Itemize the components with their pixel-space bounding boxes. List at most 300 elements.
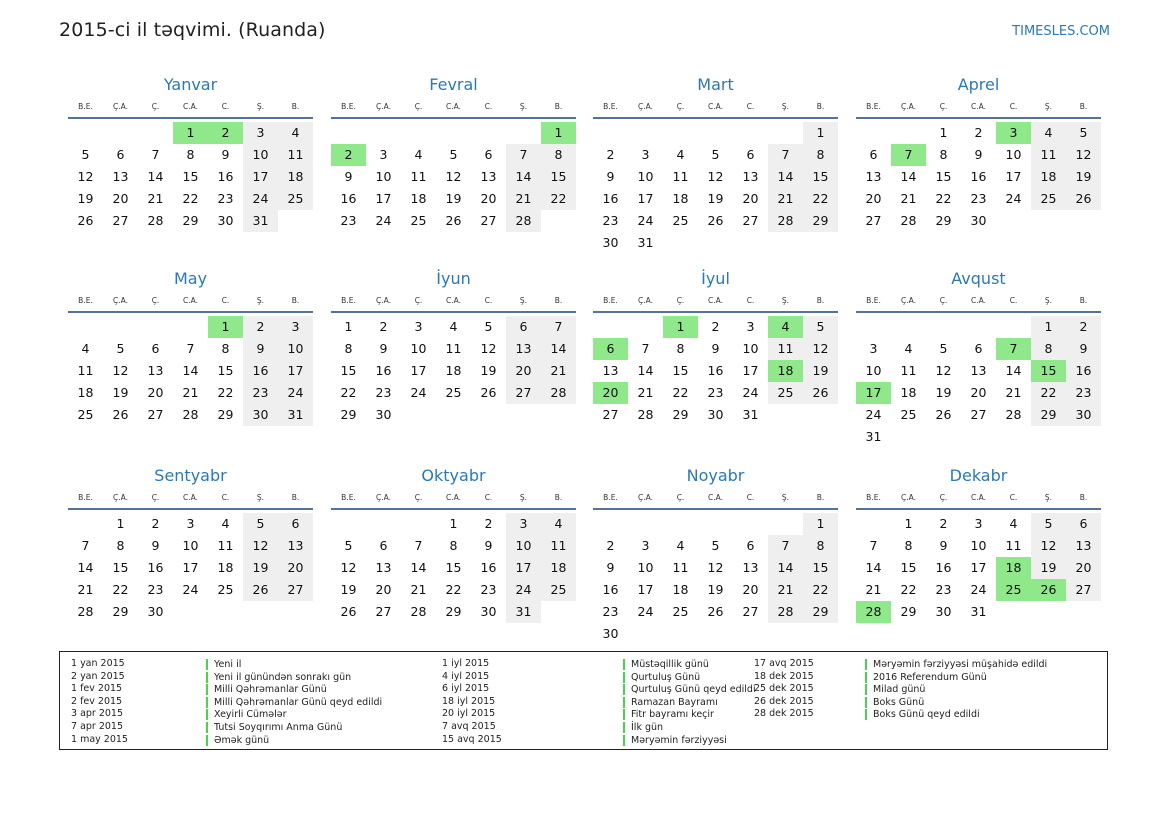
day-cell[interactable]: 1 <box>1031 316 1066 338</box>
day-cell[interactable]: 16 <box>970 169 987 184</box>
day-cell[interactable]: 1 <box>803 513 838 535</box>
day-cell[interactable]: 27 <box>865 213 882 228</box>
day-cell[interactable]: 23 <box>1066 382 1101 404</box>
day-cell[interactable]: 11 <box>900 363 917 378</box>
day-cell[interactable]: 23 <box>375 385 392 400</box>
day-cell[interactable]: 1 <box>803 122 838 144</box>
day-cell[interactable]: 4 <box>904 341 913 356</box>
day-cell[interactable]: 4 <box>1031 122 1066 144</box>
day-cell[interactable]: 30 <box>147 604 164 619</box>
day-cell[interactable]: 1 <box>449 516 458 531</box>
day-cell[interactable]: 21 <box>506 188 541 210</box>
day-cell[interactable]: 3 <box>414 319 423 334</box>
day-cell[interactable]: 19 <box>1031 557 1066 579</box>
holiday-day-cell[interactable]: 26 <box>1031 579 1066 601</box>
day-cell[interactable]: 9 <box>711 341 720 356</box>
day-cell[interactable]: 13 <box>375 560 392 575</box>
day-cell[interactable]: 22 <box>1031 382 1066 404</box>
day-cell[interactable]: 13 <box>112 169 129 184</box>
day-cell[interactable]: 30 <box>1066 404 1101 426</box>
day-cell[interactable]: 28 <box>182 407 199 422</box>
day-cell[interactable]: 25 <box>1031 188 1066 210</box>
day-cell[interactable]: 6 <box>746 538 755 553</box>
day-cell[interactable]: 9 <box>221 147 230 162</box>
day-cell[interactable]: 23 <box>217 191 234 206</box>
day-cell[interactable]: 20 <box>1066 557 1101 579</box>
day-cell[interactable]: 6 <box>746 147 755 162</box>
day-cell[interactable]: 17 <box>637 582 654 597</box>
day-cell[interactable]: 17 <box>1005 169 1022 184</box>
day-cell[interactable]: 3 <box>641 147 650 162</box>
day-cell[interactable]: 6 <box>506 316 541 338</box>
day-cell[interactable]: 18 <box>445 363 462 378</box>
day-cell[interactable]: 15 <box>803 557 838 579</box>
day-cell[interactable]: 27 <box>742 604 759 619</box>
day-cell[interactable]: 30 <box>375 407 392 422</box>
holiday-day-cell[interactable]: 25 <box>996 579 1031 601</box>
day-cell[interactable]: 30 <box>480 604 497 619</box>
day-cell[interactable]: 11 <box>1005 538 1022 553</box>
day-cell[interactable]: 21 <box>1005 385 1022 400</box>
day-cell[interactable]: 1 <box>904 516 913 531</box>
holiday-day-cell[interactable]: 1 <box>541 122 576 144</box>
day-cell[interactable]: 12 <box>1031 535 1066 557</box>
day-cell[interactable]: 19 <box>803 360 838 382</box>
day-cell[interactable]: 22 <box>803 579 838 601</box>
day-cell[interactable]: 22 <box>935 191 952 206</box>
day-cell[interactable]: 5 <box>81 147 90 162</box>
day-cell[interactable]: 3 <box>243 122 278 144</box>
day-cell[interactable]: 28 <box>506 210 541 232</box>
day-cell[interactable]: 10 <box>182 538 199 553</box>
holiday-day-cell[interactable]: 15 <box>1031 360 1066 382</box>
day-cell[interactable]: 9 <box>939 538 948 553</box>
day-cell[interactable]: 7 <box>151 147 160 162</box>
day-cell[interactable]: 2 <box>606 147 615 162</box>
day-cell[interactable]: 12 <box>1066 144 1101 166</box>
day-cell[interactable]: 14 <box>147 169 164 184</box>
day-cell[interactable]: 26 <box>112 407 129 422</box>
day-cell[interactable]: 14 <box>768 557 803 579</box>
day-cell[interactable]: 12 <box>480 341 497 356</box>
day-cell[interactable]: 17 <box>278 360 313 382</box>
day-cell[interactable]: 23 <box>707 385 724 400</box>
holiday-day-cell[interactable]: 7 <box>996 338 1031 360</box>
day-cell[interactable]: 18 <box>1031 166 1066 188</box>
day-cell[interactable]: 5 <box>711 147 720 162</box>
day-cell[interactable]: 20 <box>480 191 497 206</box>
day-cell[interactable]: 22 <box>541 188 576 210</box>
holiday-day-cell[interactable]: 1 <box>208 316 243 338</box>
day-cell[interactable]: 7 <box>768 144 803 166</box>
day-cell[interactable]: 15 <box>541 166 576 188</box>
day-cell[interactable]: 3 <box>869 341 878 356</box>
day-cell[interactable]: 4 <box>278 122 313 144</box>
day-cell[interactable]: 27 <box>112 213 129 228</box>
day-cell[interactable]: 2 <box>711 319 720 334</box>
day-cell[interactable]: 8 <box>541 144 576 166</box>
day-cell[interactable]: 6 <box>116 147 125 162</box>
day-cell[interactable]: 29 <box>182 213 199 228</box>
day-cell[interactable]: 18 <box>672 191 689 206</box>
day-cell[interactable]: 31 <box>742 407 759 422</box>
day-cell[interactable]: 28 <box>1005 407 1022 422</box>
day-cell[interactable]: 1 <box>116 516 125 531</box>
day-cell[interactable]: 22 <box>672 385 689 400</box>
day-cell[interactable]: 14 <box>865 560 882 575</box>
day-cell[interactable]: 10 <box>278 338 313 360</box>
day-cell[interactable]: 22 <box>803 188 838 210</box>
day-cell[interactable]: 30 <box>602 235 619 250</box>
day-cell[interactable]: 11 <box>672 560 689 575</box>
day-cell[interactable]: 27 <box>506 382 541 404</box>
day-cell[interactable]: 11 <box>77 363 94 378</box>
day-cell[interactable]: 14 <box>1005 363 1022 378</box>
day-cell[interactable]: 19 <box>707 582 724 597</box>
day-cell[interactable]: 8 <box>116 538 125 553</box>
day-cell[interactable]: 24 <box>637 604 654 619</box>
day-cell[interactable]: 25 <box>672 604 689 619</box>
holiday-day-cell[interactable]: 17 <box>856 382 891 404</box>
day-cell[interactable]: 28 <box>768 601 803 623</box>
day-cell[interactable]: 26 <box>243 579 278 601</box>
day-cell[interactable]: 18 <box>900 385 917 400</box>
day-cell[interactable]: 15 <box>112 560 129 575</box>
day-cell[interactable]: 5 <box>1066 122 1101 144</box>
day-cell[interactable]: 19 <box>77 191 94 206</box>
day-cell[interactable]: 31 <box>278 404 313 426</box>
day-cell[interactable]: 7 <box>81 538 90 553</box>
day-cell[interactable]: 17 <box>243 166 278 188</box>
day-cell[interactable]: 22 <box>112 582 129 597</box>
day-cell[interactable]: 27 <box>1066 579 1101 601</box>
day-cell[interactable]: 6 <box>278 513 313 535</box>
day-cell[interactable]: 14 <box>637 363 654 378</box>
day-cell[interactable]: 3 <box>278 316 313 338</box>
day-cell[interactable]: 31 <box>243 210 278 232</box>
day-cell[interactable]: 19 <box>445 191 462 206</box>
day-cell[interactable]: 17 <box>637 191 654 206</box>
day-cell[interactable]: 21 <box>77 582 94 597</box>
day-cell[interactable]: 20 <box>278 557 313 579</box>
day-cell[interactable]: 17 <box>506 557 541 579</box>
day-cell[interactable]: 22 <box>217 385 234 400</box>
day-cell[interactable]: 25 <box>77 407 94 422</box>
day-cell[interactable]: 2 <box>243 316 278 338</box>
day-cell[interactable]: 3 <box>974 516 983 531</box>
day-cell[interactable]: 17 <box>375 191 392 206</box>
day-cell[interactable]: 9 <box>974 147 983 162</box>
holiday-day-cell[interactable]: 3 <box>996 122 1031 144</box>
day-cell[interactable]: 21 <box>900 191 917 206</box>
day-cell[interactable]: 11 <box>541 535 576 557</box>
day-cell[interactable]: 3 <box>506 513 541 535</box>
day-cell[interactable]: 15 <box>182 169 199 184</box>
day-cell[interactable]: 18 <box>217 560 234 575</box>
day-cell[interactable]: 8 <box>449 538 458 553</box>
day-cell[interactable]: 15 <box>803 166 838 188</box>
day-cell[interactable]: 10 <box>506 535 541 557</box>
day-cell[interactable]: 21 <box>147 191 164 206</box>
day-cell[interactable]: 13 <box>742 169 759 184</box>
day-cell[interactable]: 20 <box>742 582 759 597</box>
day-cell[interactable]: 4 <box>541 513 576 535</box>
day-cell[interactable]: 17 <box>182 560 199 575</box>
day-cell[interactable]: 7 <box>414 538 423 553</box>
day-cell[interactable]: 14 <box>768 166 803 188</box>
day-cell[interactable]: 25 <box>900 407 917 422</box>
day-cell[interactable]: 6 <box>151 341 160 356</box>
day-cell[interactable]: 18 <box>672 582 689 597</box>
day-cell[interactable]: 7 <box>541 316 576 338</box>
day-cell[interactable]: 2 <box>939 516 948 531</box>
holiday-day-cell[interactable]: 18 <box>996 557 1031 579</box>
day-cell[interactable]: 8 <box>221 341 230 356</box>
day-cell[interactable]: 28 <box>768 210 803 232</box>
day-cell[interactable]: 19 <box>112 385 129 400</box>
day-cell[interactable]: 10 <box>637 169 654 184</box>
day-cell[interactable]: 23 <box>602 604 619 619</box>
day-cell[interactable]: 30 <box>602 626 619 641</box>
day-cell[interactable]: 14 <box>541 338 576 360</box>
day-cell[interactable]: 10 <box>865 363 882 378</box>
day-cell[interactable]: 25 <box>541 579 576 601</box>
day-cell[interactable]: 29 <box>900 604 917 619</box>
day-cell[interactable]: 23 <box>340 213 357 228</box>
day-cell[interactable]: 23 <box>147 582 164 597</box>
day-cell[interactable]: 20 <box>865 191 882 206</box>
day-cell[interactable]: 22 <box>900 582 917 597</box>
day-cell[interactable]: 16 <box>602 191 619 206</box>
day-cell[interactable]: 30 <box>243 404 278 426</box>
day-cell[interactable]: 8 <box>904 538 913 553</box>
day-cell[interactable]: 13 <box>506 338 541 360</box>
day-cell[interactable]: 10 <box>742 341 759 356</box>
day-cell[interactable]: 2 <box>606 538 615 553</box>
day-cell[interactable]: 4 <box>414 147 423 162</box>
day-cell[interactable]: 2 <box>484 516 493 531</box>
day-cell[interactable]: 9 <box>1066 338 1101 360</box>
day-cell[interactable]: 13 <box>147 363 164 378</box>
day-cell[interactable]: 11 <box>1031 144 1066 166</box>
day-cell[interactable]: 11 <box>278 144 313 166</box>
day-cell[interactable]: 20 <box>506 360 541 382</box>
day-cell[interactable]: 12 <box>445 169 462 184</box>
day-cell[interactable]: 24 <box>506 579 541 601</box>
day-cell[interactable]: 4 <box>449 319 458 334</box>
day-cell[interactable]: 8 <box>939 147 948 162</box>
day-cell[interactable]: 30 <box>707 407 724 422</box>
holiday-day-cell[interactable]: 1 <box>663 316 698 338</box>
day-cell[interactable]: 30 <box>935 604 952 619</box>
day-cell[interactable]: 23 <box>970 191 987 206</box>
day-cell[interactable]: 13 <box>1066 535 1101 557</box>
day-cell[interactable]: 25 <box>768 382 803 404</box>
day-cell[interactable]: 26 <box>1066 188 1101 210</box>
day-cell[interactable]: 26 <box>340 604 357 619</box>
day-cell[interactable]: 29 <box>112 604 129 619</box>
day-cell[interactable]: 18 <box>541 557 576 579</box>
day-cell[interactable]: 10 <box>243 144 278 166</box>
day-cell[interactable]: 26 <box>803 382 838 404</box>
day-cell[interactable]: 26 <box>480 385 497 400</box>
day-cell[interactable]: 4 <box>221 516 230 531</box>
day-cell[interactable]: 5 <box>711 538 720 553</box>
day-cell[interactable]: 3 <box>186 516 195 531</box>
day-cell[interactable]: 24 <box>410 385 427 400</box>
day-cell[interactable]: 4 <box>1009 516 1018 531</box>
day-cell[interactable]: 28 <box>637 407 654 422</box>
day-cell[interactable]: 22 <box>182 191 199 206</box>
day-cell[interactable]: 8 <box>676 341 685 356</box>
day-cell[interactable]: 21 <box>541 360 576 382</box>
day-cell[interactable]: 16 <box>375 363 392 378</box>
day-cell[interactable]: 10 <box>410 341 427 356</box>
day-cell[interactable]: 8 <box>803 535 838 557</box>
day-cell[interactable]: 12 <box>77 169 94 184</box>
day-cell[interactable]: 13 <box>970 363 987 378</box>
day-cell[interactable]: 24 <box>970 582 987 597</box>
day-cell[interactable]: 26 <box>707 213 724 228</box>
day-cell[interactable]: 23 <box>243 382 278 404</box>
day-cell[interactable]: 9 <box>243 338 278 360</box>
holiday-day-cell[interactable]: 20 <box>593 382 628 404</box>
day-cell[interactable]: 7 <box>641 341 650 356</box>
day-cell[interactable]: 26 <box>77 213 94 228</box>
day-cell[interactable]: 14 <box>182 363 199 378</box>
day-cell[interactable]: 27 <box>147 407 164 422</box>
day-cell[interactable]: 15 <box>935 169 952 184</box>
day-cell[interactable]: 20 <box>375 582 392 597</box>
day-cell[interactable]: 19 <box>1066 166 1101 188</box>
day-cell[interactable]: 28 <box>541 382 576 404</box>
day-cell[interactable]: 19 <box>935 385 952 400</box>
day-cell[interactable]: 9 <box>151 538 160 553</box>
day-cell[interactable]: 9 <box>484 538 493 553</box>
day-cell[interactable]: 6 <box>869 147 878 162</box>
day-cell[interactable]: 29 <box>803 601 838 623</box>
day-cell[interactable]: 26 <box>707 604 724 619</box>
day-cell[interactable]: 31 <box>637 235 654 250</box>
day-cell[interactable]: 10 <box>375 169 392 184</box>
day-cell[interactable]: 10 <box>1005 147 1022 162</box>
day-cell[interactable]: 24 <box>278 382 313 404</box>
day-cell[interactable]: 15 <box>445 560 462 575</box>
day-cell[interactable]: 31 <box>506 601 541 623</box>
day-cell[interactable]: 5 <box>484 319 493 334</box>
day-cell[interactable]: 12 <box>935 363 952 378</box>
day-cell[interactable]: 13 <box>865 169 882 184</box>
day-cell[interactable]: 26 <box>935 407 952 422</box>
day-cell[interactable]: 14 <box>410 560 427 575</box>
holiday-day-cell[interactable]: 18 <box>768 360 803 382</box>
day-cell[interactable]: 9 <box>606 169 615 184</box>
day-cell[interactable]: 29 <box>340 407 357 422</box>
day-cell[interactable]: 21 <box>182 385 199 400</box>
day-cell[interactable]: 25 <box>217 582 234 597</box>
day-cell[interactable]: 31 <box>970 604 987 619</box>
holiday-day-cell[interactable]: 6 <box>593 338 628 360</box>
day-cell[interactable]: 20 <box>742 191 759 206</box>
day-cell[interactable]: 1 <box>939 125 948 140</box>
day-cell[interactable]: 18 <box>278 166 313 188</box>
day-cell[interactable]: 16 <box>602 582 619 597</box>
day-cell[interactable]: 16 <box>243 360 278 382</box>
day-cell[interactable]: 11 <box>445 341 462 356</box>
day-cell[interactable]: 6 <box>379 538 388 553</box>
day-cell[interactable]: 17 <box>410 363 427 378</box>
day-cell[interactable]: 14 <box>506 166 541 188</box>
day-cell[interactable]: 27 <box>970 407 987 422</box>
holiday-day-cell[interactable]: 28 <box>856 601 891 623</box>
day-cell[interactable]: 24 <box>182 582 199 597</box>
day-cell[interactable]: 29 <box>445 604 462 619</box>
day-cell[interactable]: 23 <box>935 582 952 597</box>
day-cell[interactable]: 23 <box>602 213 619 228</box>
day-cell[interactable]: 24 <box>742 385 759 400</box>
day-cell[interactable]: 17 <box>970 560 987 575</box>
day-cell[interactable]: 13 <box>742 560 759 575</box>
day-cell[interactable]: 8 <box>1031 338 1066 360</box>
day-cell[interactable]: 2 <box>379 319 388 334</box>
day-cell[interactable]: 23 <box>480 582 497 597</box>
day-cell[interactable]: 29 <box>217 407 234 422</box>
day-cell[interactable]: 3 <box>379 147 388 162</box>
day-cell[interactable]: 12 <box>803 338 838 360</box>
day-cell[interactable]: 7 <box>186 341 195 356</box>
holiday-day-cell[interactable]: 7 <box>891 144 926 166</box>
day-cell[interactable]: 2 <box>1066 316 1101 338</box>
holiday-day-cell[interactable]: 2 <box>331 144 366 166</box>
day-cell[interactable]: 11 <box>672 169 689 184</box>
day-cell[interactable]: 12 <box>707 169 724 184</box>
day-cell[interactable]: 15 <box>672 363 689 378</box>
day-cell[interactable]: 21 <box>768 579 803 601</box>
day-cell[interactable]: 8 <box>344 341 353 356</box>
day-cell[interactable]: 18 <box>410 191 427 206</box>
day-cell[interactable]: 24 <box>865 407 882 422</box>
day-cell[interactable]: 28 <box>900 213 917 228</box>
day-cell[interactable]: 3 <box>641 538 650 553</box>
day-cell[interactable]: 28 <box>77 604 94 619</box>
day-cell[interactable]: 25 <box>410 213 427 228</box>
day-cell[interactable]: 12 <box>112 363 129 378</box>
day-cell[interactable]: 16 <box>147 560 164 575</box>
day-cell[interactable]: 27 <box>278 579 313 601</box>
day-cell[interactable]: 1 <box>344 319 353 334</box>
day-cell[interactable]: 24 <box>1005 191 1022 206</box>
day-cell[interactable]: 9 <box>379 341 388 356</box>
day-cell[interactable]: 29 <box>1031 404 1066 426</box>
day-cell[interactable]: 21 <box>637 385 654 400</box>
day-cell[interactable]: 4 <box>676 538 685 553</box>
day-cell[interactable]: 14 <box>77 560 94 575</box>
day-cell[interactable]: 21 <box>410 582 427 597</box>
day-cell[interactable]: 22 <box>445 582 462 597</box>
day-cell[interactable]: 16 <box>707 363 724 378</box>
day-cell[interactable]: 10 <box>637 560 654 575</box>
day-cell[interactable]: 19 <box>243 557 278 579</box>
day-cell[interactable]: 20 <box>147 385 164 400</box>
day-cell[interactable]: 15 <box>217 363 234 378</box>
day-cell[interactable]: 2 <box>151 516 160 531</box>
day-cell[interactable]: 19 <box>707 191 724 206</box>
day-cell[interactable]: 2 <box>974 125 983 140</box>
day-cell[interactable]: 25 <box>445 385 462 400</box>
day-cell[interactable]: 5 <box>803 316 838 338</box>
day-cell[interactable]: 6 <box>974 341 983 356</box>
day-cell[interactable]: 20 <box>112 191 129 206</box>
